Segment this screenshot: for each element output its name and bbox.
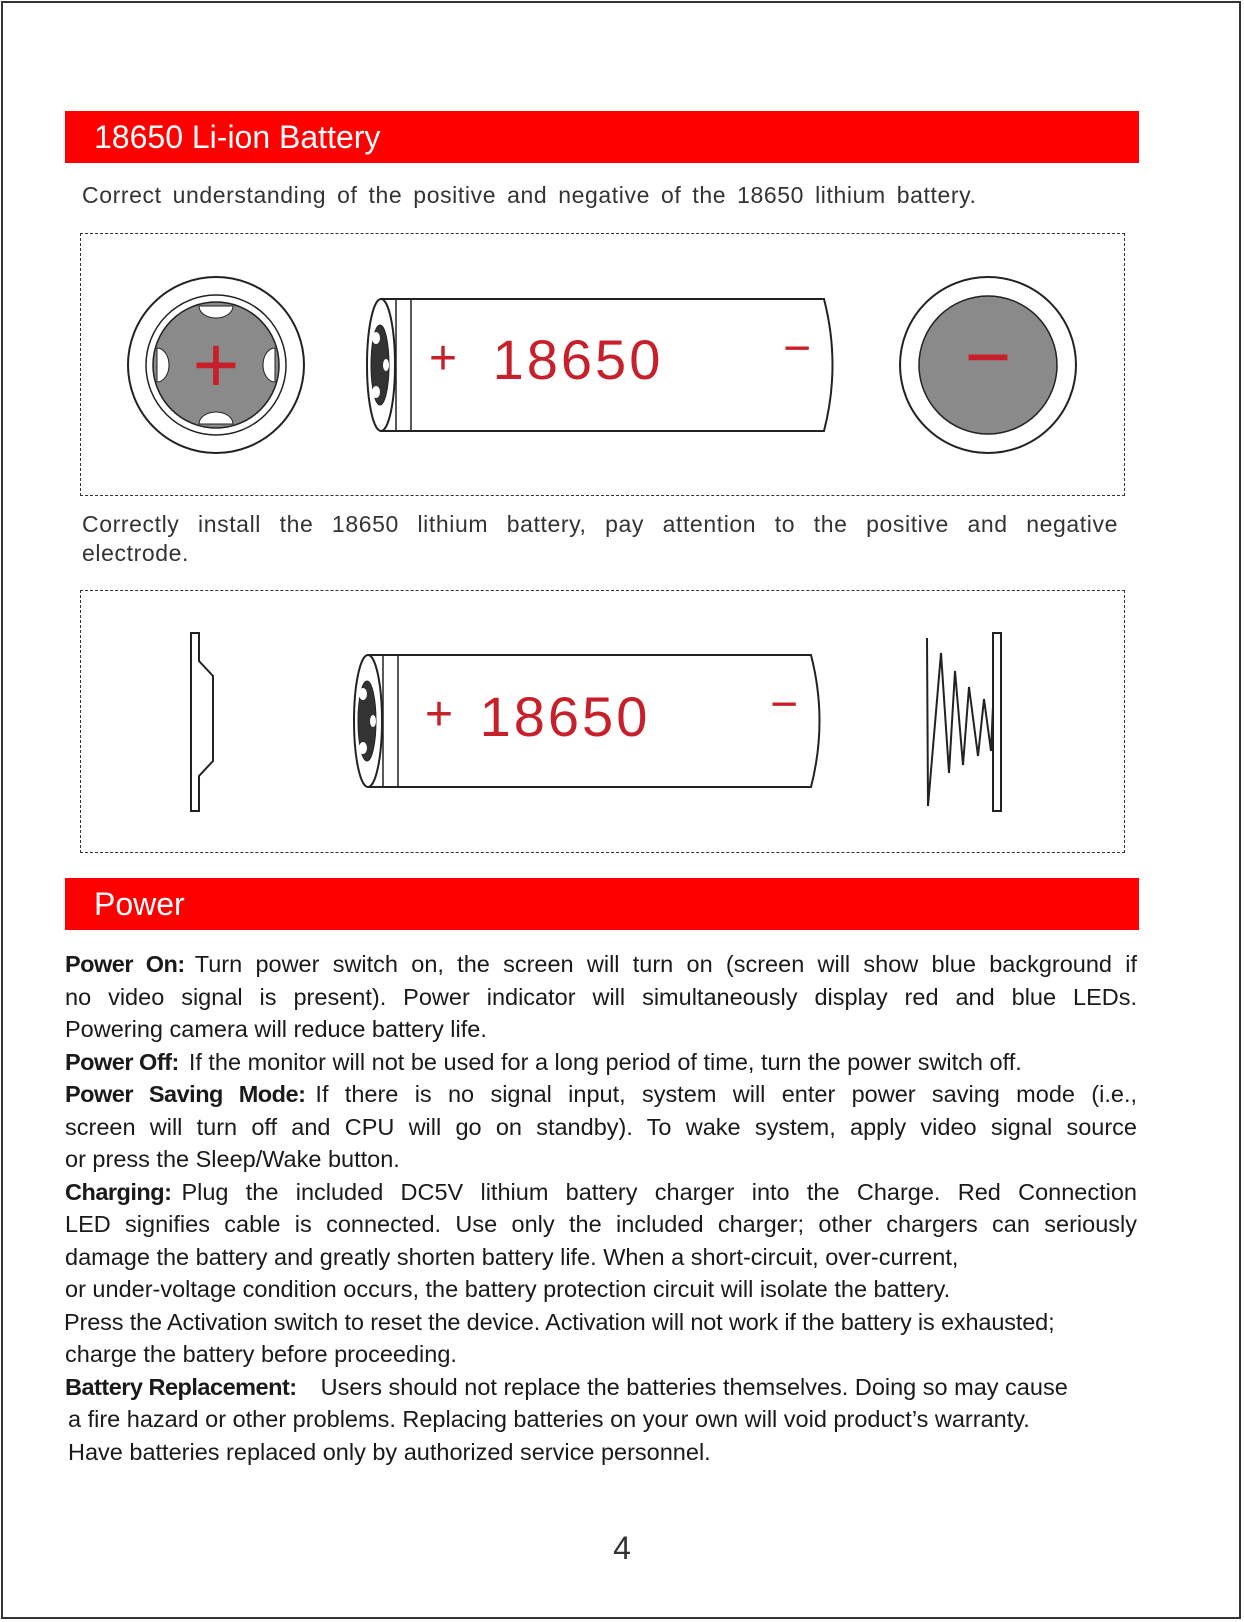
- negative-end-icon: [900, 277, 1076, 453]
- power-instructions: Power On: Turn power switch on, the screen will turn on (screen will show blue background if no video signal is present). Power indicator will simultaneously display red and blue LEDs. Powering camera will reduce battery life. Power Off: If the monitor will not be used for a long period of time, turn the power switch off. Power Saving Mode: If there is no signal input, system will enter power saving mode (i.e., screen will turn off and CPU will go on standby). To wake system, apply video signal source or press the Sleep/Wake button. Charging: Plug the included DC5V lithium battery charger into the Charge. Red Connection LED signifies cable is connected. Use only the included charger; other chargers can seriously damage the battery and greatly shorten battery life. When a short-circuit, over-current, or under-voltage condition occurs, the battery protection circuit will isolate the battery. Press the Activation switch to reset the device. Activation will not work if the battery is exhausted; charge the battery before proceeding. Battery Replacement: Users should not replace the batteries themselves. Doing so may cause a fire hazard or other problems. Replacing batteries on your own will void product’s warranty. Have batteries replaced only by authorized service personnel.: [65, 948, 1145, 1468]
- positive-end-sign: +: [192, 320, 240, 409]
- power-off-paragraph: Power Off: If the monitor will not be used for a long period of time, turn the power switch off.: [65, 1048, 1022, 1075]
- battery-replacement-paragraph: Battery Replacement: Users should not replace the batteries themselves. Doing so may cause: [65, 1373, 1068, 1400]
- section-heading-power: Power: [65, 878, 1139, 930]
- battery-polarity-diagram: [81, 234, 1126, 497]
- power-off-label: Power Off:: [65, 1048, 179, 1075]
- charging-paragraph: Charging: Plug the included DC5V lithium battery charger into the Charge. Red Connection: [65, 1178, 1137, 1205]
- positive-contact-plate-icon: [191, 633, 213, 811]
- section-heading-battery: 18650 Li-ion Battery: [65, 111, 1139, 163]
- positive-end-icon: [128, 277, 304, 453]
- battery-plus-label: +: [428, 332, 458, 385]
- charging-label: Charging:: [65, 1178, 172, 1205]
- battery-model-label: 18650: [492, 328, 664, 391]
- page-number: 4: [613, 1530, 631, 1566]
- battery-install-note: Correctly install the 18650 lithium battery, pay attention to the positive and negative electrode.: [82, 511, 1118, 566]
- battery-plus-label: +: [424, 688, 454, 741]
- negative-end-sign: −: [964, 312, 1012, 401]
- battery-minus-label: −: [782, 322, 812, 375]
- power-saving-paragraph: Power Saving Mode: If there is no signal input, system will enter power saving mode (i.e.,: [65, 1081, 1137, 1107]
- battery-replacement-label: Battery Replacement:: [65, 1373, 297, 1400]
- battery-install-diagram: [81, 591, 1126, 854]
- battery-minus-label: −: [769, 678, 799, 731]
- spring-contact-icon: [927, 633, 1001, 811]
- battery-install-figure: [80, 590, 1125, 853]
- power-on-paragraph: Power On: Turn power switch on, the screen will turn on (screen will show blue background if: [65, 951, 1138, 977]
- battery-model-label: 18650: [479, 685, 651, 748]
- battery-polarity-figure: [80, 233, 1125, 496]
- power-on-label: Power On:: [65, 951, 185, 977]
- battery-intro-text: Correct understanding of the positive and negative of the 18650 lithium battery.: [82, 182, 977, 208]
- power-saving-label: Power Saving Mode:: [65, 1081, 306, 1107]
